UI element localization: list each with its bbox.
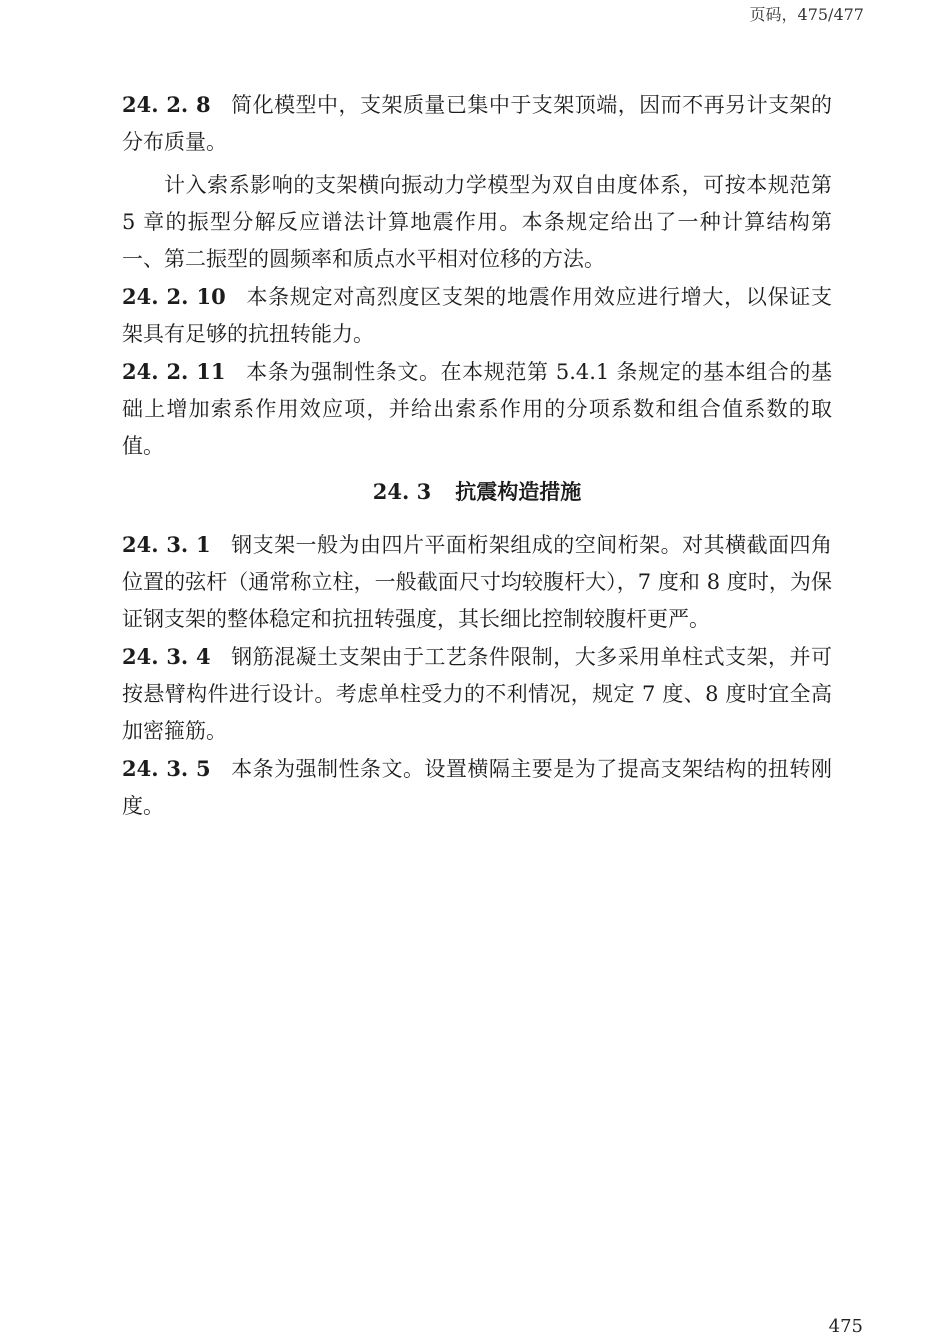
clause-text: 钢筋混凝土支架由于工艺条件限制，大多采用单柱式支架，并可按悬臂构件进行设计。考虑单柱受力的不利情况，规定 7 度、8 度时宜全高加密箍筋。 [122, 645, 832, 743]
clause-text: 本条规定对高烈度区支架的地震作用效应进行增大，以保证支架具有足够的抗扭转能力。 [122, 285, 832, 346]
clause-number: 24. 3. 4 [122, 644, 211, 669]
clause-number: 24. 2. 8 [122, 92, 211, 117]
page-number: 475 [828, 1316, 863, 1337]
clause-24-3-4 [122, 638, 832, 750]
clause-24-2-8-continued [122, 167, 832, 278]
document-body [122, 86, 832, 825]
clause-text: 计入索系影响的支架横向振动力学模型为双自由度体系，可按本规范第 5 章的振型分解反应谱法计算地震作用。本条规定给出了一种计算结构第一、第二振型的圆频率和质点水平相对位移的方法。 [122, 173, 832, 271]
clause-24-3-1 [122, 526, 832, 638]
clause-number: 24. 2. 10 [122, 284, 226, 309]
clause-24-3-5 [122, 750, 832, 825]
clause-text: 简化模型中，支架质量已集中于支架顶端，因而不再另计支架的分布质量。 [122, 93, 832, 154]
clause-text: 本条为强制性条文。设置横隔主要是为了提高支架结构的扭转刚度。 [122, 757, 832, 818]
section-title: 抗震构造措施 [455, 479, 582, 504]
clause-24-2-10 [122, 278, 832, 353]
page-indicator: 页码，475/477 [749, 5, 864, 24]
clause-number: 24. 3. 5 [122, 756, 211, 781]
clause-text: 本条为强制性条文。在本规范第 5.4.1 条规定的基本组合的基础上增加索系作用效应项，并给出索系作用的分项系数和组合值系数的取值。 [122, 360, 832, 458]
clause-24-2-11 [122, 353, 832, 465]
clause-24-2-8 [122, 86, 832, 161]
clause-text: 钢支架一般为由四片平面桁架组成的空间桁架。对其横截面四角位置的弦杆（通常称立柱，一般截面尺寸均较腹杆大），7 度和 8 度时，为保证钢支架的整体稳定和抗扭转强度，其长细比控制较腹杆更严。 [122, 533, 832, 631]
clause-number: 24. 3. 1 [122, 532, 211, 557]
section-number: 24. 3 [372, 479, 432, 504]
section-heading [122, 473, 832, 510]
clause-number: 24. 2. 11 [122, 359, 226, 384]
